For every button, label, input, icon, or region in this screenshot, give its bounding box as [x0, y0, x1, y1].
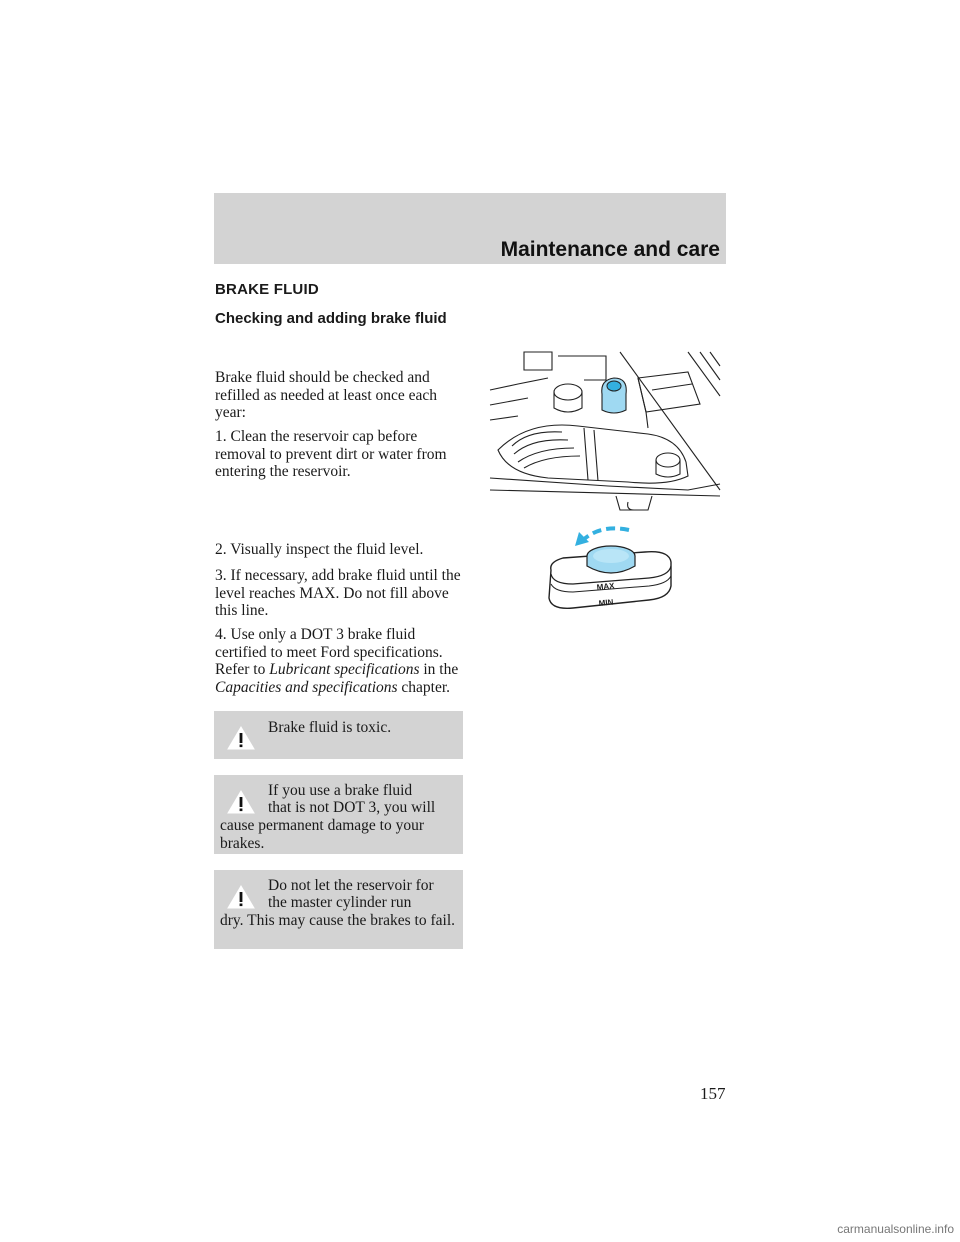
page-number: 157: [700, 1084, 726, 1103]
warning-text: Brake fluid is toxic.: [268, 719, 392, 736]
engine-bay-illustration: [488, 350, 724, 512]
step-4-link-capacities: Capacities and specifications: [215, 678, 398, 696]
step-4-text-c: chapter.: [397, 678, 451, 696]
warning-text-line2: the master cylinder run: [268, 894, 412, 911]
header-band: [214, 193, 726, 264]
intro-paragraph: Brake fluid should be checked and refilled as needed at least once each year:: [215, 369, 438, 421]
step-3: 3. If necessary, add brake fluid until the level reaches MAX. Do not fill above this line.: [215, 567, 461, 619]
reservoir-highlight: [602, 378, 627, 413]
max-label: MAX: [596, 581, 615, 592]
section-title: BRAKE FLUID: [215, 281, 319, 298]
step-1: 1. Clean the reservoir cap before removal to prevent dirt or water from entering the reservoir.: [215, 428, 447, 480]
warning-text-line2: that is not DOT 3, you will: [268, 799, 436, 816]
warning-text-line1: If you use a brake fluid: [268, 782, 413, 799]
warning-triangle-icon: [226, 884, 256, 910]
footer-watermark: carmanualsonline.info: [837, 1222, 954, 1236]
warning-box-toxic: [214, 711, 463, 759]
step-4-text-a: 4. Use only a DOT 3 brake fluid certified to meet Ford specifications. Refer to: [215, 626, 443, 678]
step-4-link-lubricant: Lubricant specifications: [269, 661, 420, 678]
min-label: MIN: [598, 597, 614, 608]
warning-triangle-icon: [226, 725, 256, 751]
warning-box-dot3: [214, 775, 463, 854]
page-title: Maintenance and care: [500, 238, 720, 261]
warning-text-line1: Do not let the reservoir for: [268, 877, 434, 894]
warning-box-dry: [214, 870, 463, 949]
step-4: [215, 626, 465, 696]
warning-text-rest: cause permanent damage to your brakes.: [220, 817, 424, 852]
section-subtitle: Checking and adding brake fluid: [215, 310, 447, 327]
warning-triangle-icon: [226, 789, 256, 815]
reservoir-cap-illustration: [545, 522, 675, 622]
step-2: 2. Visually inspect the fluid level.: [215, 541, 424, 558]
step-4-text-b: in the: [419, 661, 459, 678]
warning-text-rest: dry. This may cause the brakes to fail.: [220, 912, 456, 929]
